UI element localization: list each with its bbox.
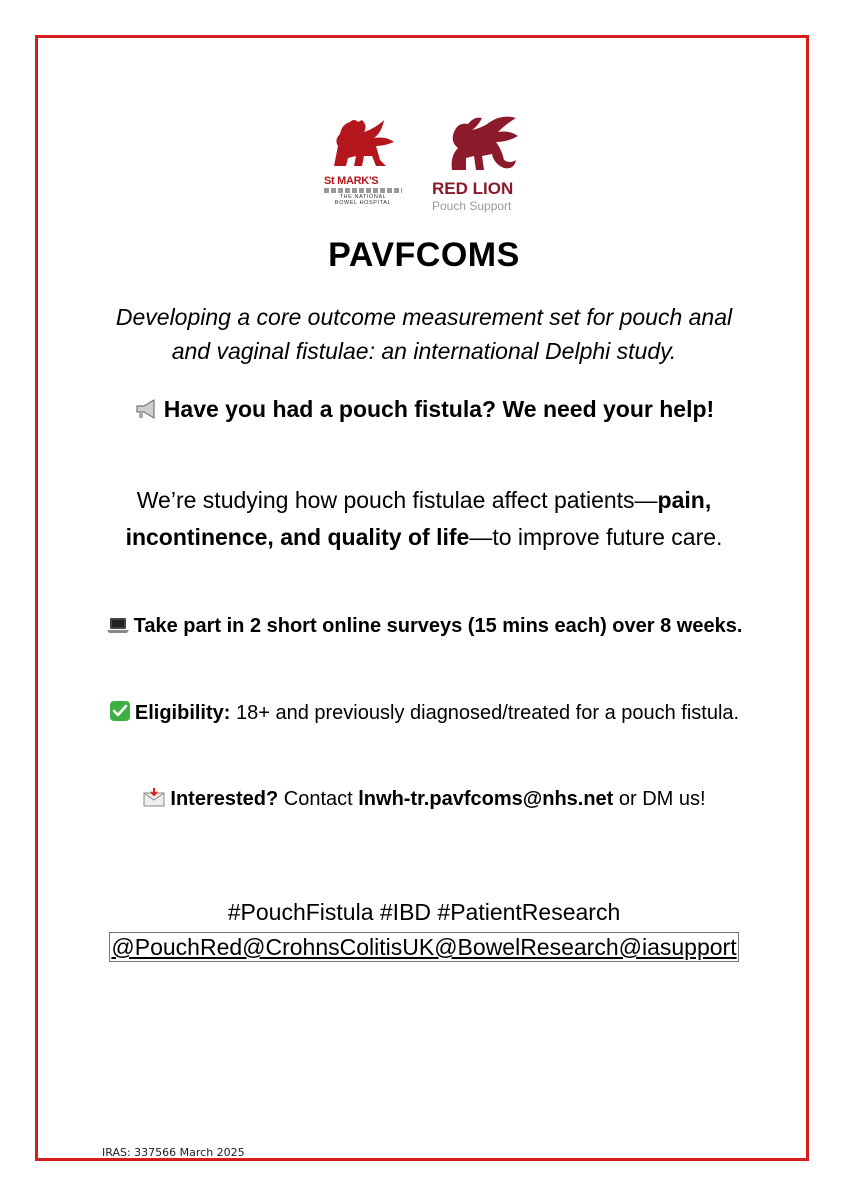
redlion-logo xyxy=(432,112,532,218)
stmarks-lion-icon xyxy=(324,116,402,170)
megaphone-icon xyxy=(134,393,160,431)
studying-bold: pain, incontinence, and quality of life xyxy=(125,487,712,550)
contact-text2: or DM us! xyxy=(613,788,706,810)
stmarks-name: St MARK'S xyxy=(324,175,379,187)
stmarks-logo xyxy=(324,116,402,216)
contact-text1: Contact xyxy=(278,788,359,810)
hashtags[interactable]: #PouchFistula #IBD #PatientResearch xyxy=(227,899,621,925)
stmarks-stripe xyxy=(324,188,402,193)
study-subtitle: Developing a core outcome measurement set for pouch anal and vaginal fistulae: an international Delphi study. xyxy=(115,304,733,364)
eligibility-label: Eligibility: xyxy=(134,702,231,724)
check-icon xyxy=(109,700,131,733)
studying-part1: We’re studying how pouch fistulae affect patients— xyxy=(136,487,658,513)
contact-email[interactable]: lnwh-tr.pavfcoms@nhs.net xyxy=(358,788,614,810)
stmarks-line1: THE NATIONAL xyxy=(339,194,387,200)
surveys-paragraph xyxy=(90,610,758,646)
eligibility-paragraph xyxy=(90,697,758,733)
call-paragraph xyxy=(90,390,758,431)
laptop-icon xyxy=(106,613,130,646)
page-title: PAVFCOMS xyxy=(328,236,520,274)
eligibility-text: 18+ and previously diagnosed/treated for a pouch fistula. xyxy=(230,702,740,724)
contact-paragraph xyxy=(90,783,758,819)
hashtags-block xyxy=(90,895,758,965)
mentions-link[interactable]: @PouchRed@CrohnsColitisUK@BowelResearch@iasupport xyxy=(111,934,737,960)
studying-part2: —to improve future care. xyxy=(469,524,723,550)
envelope-icon xyxy=(142,786,166,819)
stmarks-line2: BOWEL HOSPITAL xyxy=(334,200,392,206)
contact-label: Interested? xyxy=(170,788,279,810)
logo-bar xyxy=(320,112,540,222)
redlion-griffin-icon xyxy=(432,112,528,174)
call-text: Have you had a pouch fistula? We need your help! xyxy=(163,396,715,422)
iras-footer: IRAS: 337566 March 2025 xyxy=(102,1146,245,1159)
studying-paragraph xyxy=(90,482,758,556)
surveys-text: Take part in 2 short online surveys (15 mins each) over 8 weeks. xyxy=(133,615,743,637)
redlion-sub: Pouch Support xyxy=(432,199,512,213)
redlion-name: RED LION xyxy=(432,179,514,198)
